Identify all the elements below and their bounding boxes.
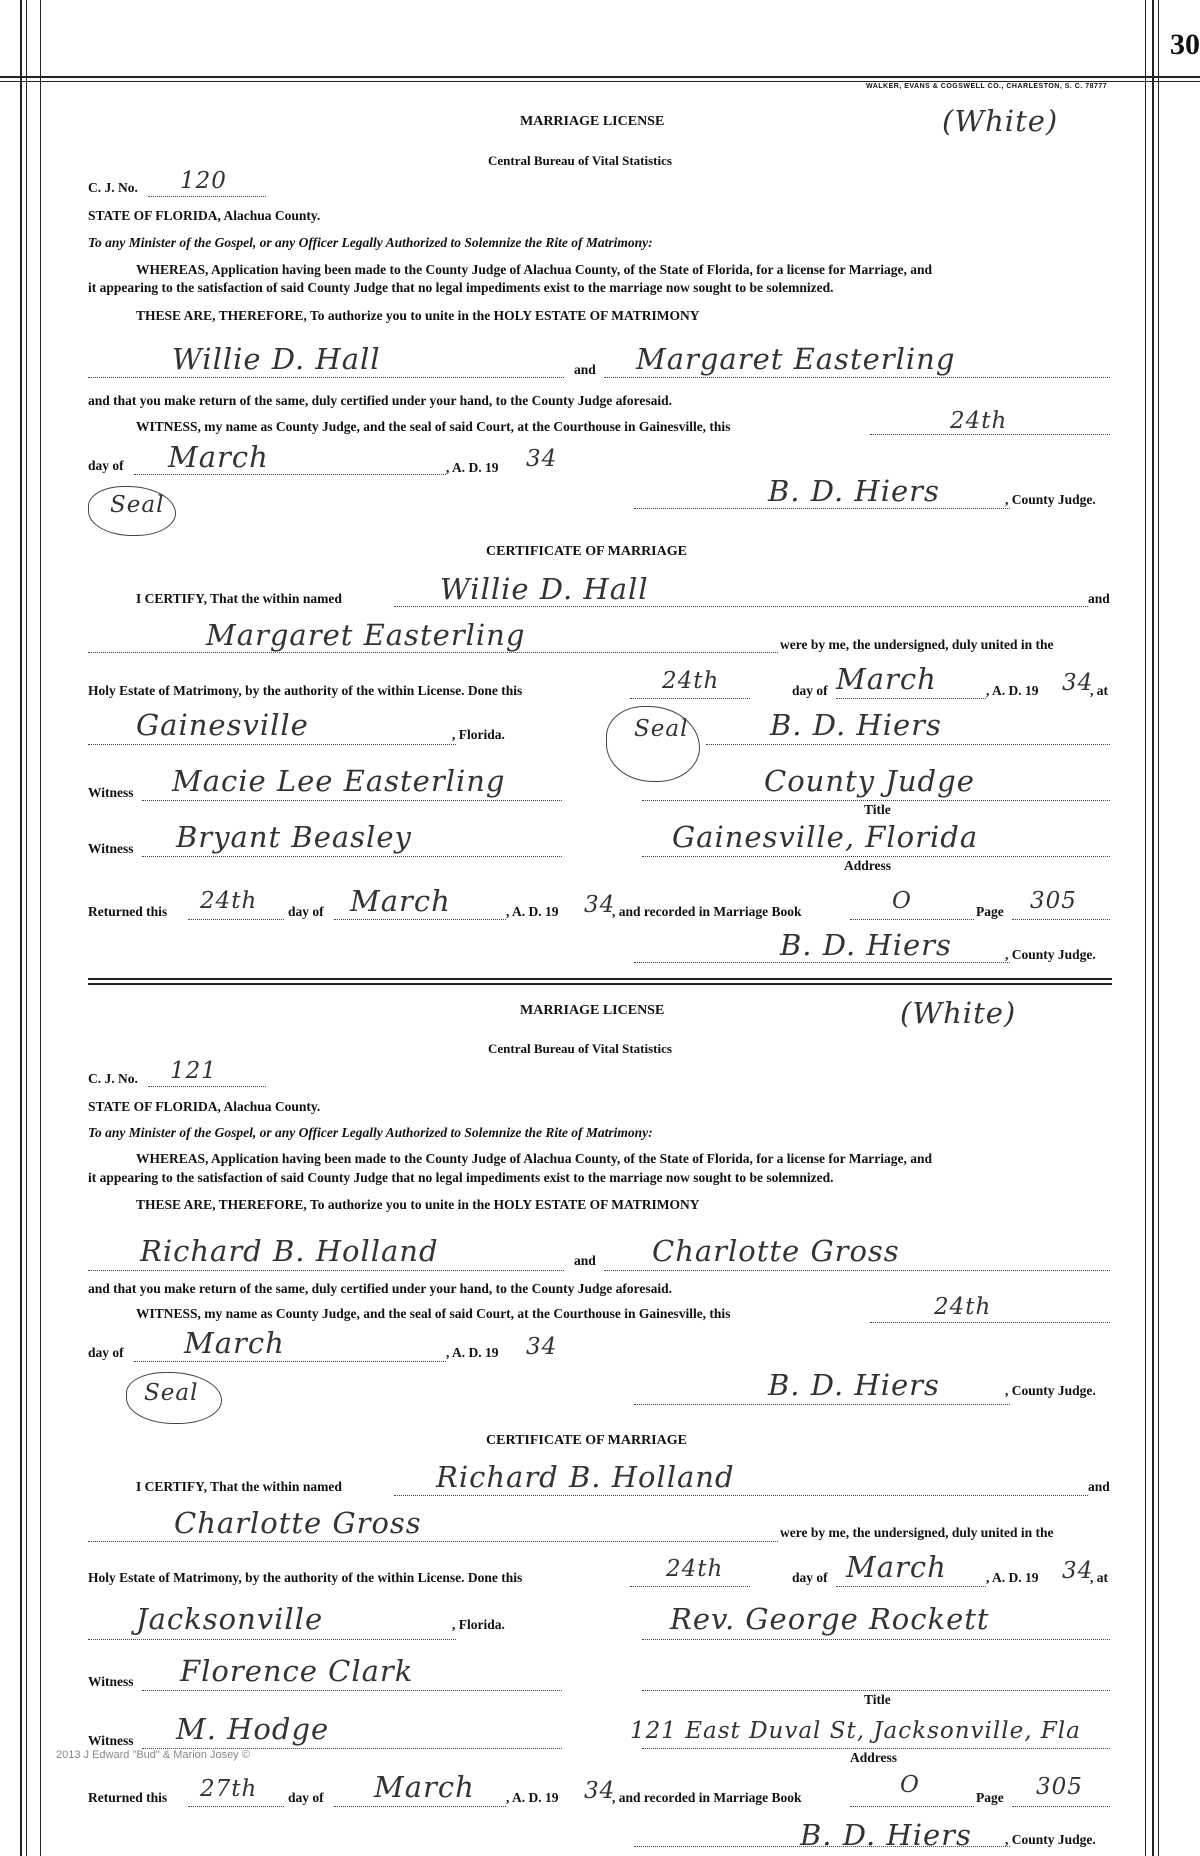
printer-mark: WALKER, EVANS & COGSWELL CO., CHARLESTON, S. C. 78777	[866, 83, 1108, 90]
cert-bride-dots	[88, 652, 778, 653]
race-annotation: (White)	[942, 104, 1059, 138]
returned-month: March	[350, 884, 451, 918]
returned-year: 34	[584, 892, 616, 918]
cj-label: C. J. No.	[88, 180, 138, 195]
title-dots	[642, 1690, 1110, 1691]
witness2: Bryant Beasley	[176, 820, 412, 854]
groom-dots	[88, 377, 564, 378]
cj-label: C. J. No.	[88, 1071, 138, 1086]
certify-label: I CERTIFY, That the within named	[136, 591, 342, 606]
title-value: County Judge	[764, 764, 975, 798]
seal-text: Seal	[110, 492, 165, 518]
day-dots	[870, 1322, 1110, 1323]
returned-month-dots	[334, 1806, 506, 1807]
united-text: were by me, the undersigned, duly united in the	[780, 637, 1054, 652]
united-text: were by me, the undersigned, duly united in the	[780, 1525, 1054, 1540]
cert-day-of: day of	[792, 1570, 828, 1585]
top-rule	[0, 76, 1200, 78]
right-border-3	[1158, 0, 1159, 1856]
recorded-text: , and recorded in Marriage Book	[612, 904, 802, 919]
returned-ad: , A. D. 19	[506, 904, 559, 919]
cert-place: Jacksonville	[136, 1602, 324, 1636]
therefore-line: THESE ARE, THEREFORE, To authorize you to unite in the HOLY ESTATE OF MATRIMONY	[136, 308, 700, 323]
returned-label: Returned this	[88, 904, 168, 919]
judge-sig-dots	[634, 1404, 1010, 1405]
groom-name: Richard B. Holland	[140, 1234, 439, 1268]
witness1-label: Witness	[88, 785, 134, 800]
cert-place: Gainesville	[136, 708, 309, 742]
cert-county-judge-label: , County Judge.	[1005, 947, 1096, 962]
state-line: STATE OF FLORIDA, Alachua County.	[88, 1099, 321, 1114]
holy-estate-text: Holy Estate of Matrimony, by the authority of the within License. Done this	[88, 683, 523, 698]
whereas-1: WHEREAS, Application having been made to the County Judge of Alachua County, of the State of Florida, for a license for Marriage, and	[136, 262, 933, 277]
florida-label: , Florida.	[452, 727, 505, 742]
cert-month-dots	[836, 698, 986, 699]
address-line: To any Minister of the Gospel, or any Officer Legally Authorized to Solemnize the Rite of Matrimony:	[88, 1125, 653, 1140]
page-dots	[1012, 1806, 1110, 1807]
address-line: To any Minister of the Gospel, or any Officer Legally Authorized to Solemnize the Rite of Matrimony:	[88, 235, 653, 250]
returned-day-of: day of	[288, 1790, 324, 1805]
ad-label: , A. D. 19	[446, 1345, 499, 1360]
officiant: Rev. George Rockett	[670, 1602, 990, 1636]
returned-ad: , A. D. 19	[506, 1790, 559, 1805]
page-dots	[1012, 919, 1110, 920]
officiant-dots	[642, 1639, 1110, 1640]
state-line: STATE OF FLORIDA, Alachua County.	[88, 208, 321, 223]
bureau-label: Central Bureau of Vital Statistics	[488, 1041, 672, 1056]
seal-text: Seal	[144, 1380, 199, 1406]
returned-month-dots	[334, 919, 506, 920]
cert-bride-dots	[88, 1541, 778, 1542]
book: O	[892, 888, 912, 914]
return-line: and that you make return of the same, duly certified under your hand, to the County Judge aforesaid.	[88, 1281, 673, 1296]
returned-day: 24th	[200, 888, 258, 914]
left-border	[20, 0, 22, 1856]
cert-judge-dots	[634, 962, 1010, 963]
license-month: March	[184, 1326, 285, 1360]
watermark: 2013 J Edward "Bud" & Marion Josey ©	[56, 1749, 250, 1761]
cj-number: 121	[170, 1058, 217, 1084]
county-judge-label: , County Judge.	[1005, 492, 1096, 507]
book: O	[900, 1772, 920, 1798]
page-value: 305	[1030, 888, 1077, 914]
certificate-title: CERTIFICATE OF MARRIAGE	[486, 544, 687, 559]
cert-month: March	[836, 662, 937, 696]
returned-day-dots	[188, 919, 284, 920]
cert-groom-dots	[394, 606, 1088, 607]
address-value: 121 East Duval St, Jacksonville, Fla	[630, 1718, 1081, 1744]
right-border	[1145, 0, 1146, 1856]
returned-day-of: day of	[288, 904, 324, 919]
witness1: Florence Clark	[180, 1654, 414, 1688]
cert-day: 24th	[662, 668, 720, 694]
cert-and-label: and	[1088, 591, 1110, 606]
witness2-label: Witness	[88, 841, 134, 856]
cert-year: 34	[1062, 1558, 1094, 1584]
address-label: Address	[844, 858, 892, 873]
bride-name: Margaret Easterling	[636, 342, 956, 376]
county-judge-label: , County Judge.	[1005, 1383, 1096, 1398]
holy-estate-text: Holy Estate of Matrimony, by the authority of the within License. Done this	[88, 1570, 523, 1585]
license-month: March	[168, 440, 269, 474]
bride-dots	[604, 377, 1110, 378]
license-year: 34	[526, 1334, 558, 1360]
florida-label: , Florida.	[452, 1617, 505, 1632]
witness1-dots	[142, 1690, 562, 1691]
cert-at: , at	[1090, 683, 1108, 698]
witness1: Macie Lee Easterling	[172, 764, 506, 798]
day-of-label: day of	[88, 1345, 124, 1360]
cert-county-judge-label: , County Judge.	[1005, 1832, 1096, 1847]
cert-day: 24th	[666, 1556, 724, 1582]
cert-day-of: day of	[792, 683, 828, 698]
witness-line: WITNESS, my name as County Judge, and the seal of said Court, at the Courthouse in Gainesville, this	[136, 1306, 731, 1321]
address-label: Address	[850, 1750, 898, 1765]
cj-number: 120	[180, 168, 227, 194]
cj-dots	[148, 196, 266, 197]
cert-ad: , A. D. 19	[986, 683, 1039, 698]
officiant: B. D. Hiers	[770, 708, 942, 742]
bureau-label: Central Bureau of Vital Statistics	[488, 153, 672, 168]
cert-day-dots	[630, 1586, 750, 1587]
cert-month-dots	[836, 1586, 986, 1587]
month-dots	[134, 1361, 446, 1362]
cert-ad: , A. D. 19	[986, 1570, 1039, 1585]
address-dots	[642, 1748, 1110, 1749]
cert-at: , at	[1090, 1570, 1108, 1585]
left-border-inner-2	[40, 0, 41, 1856]
record-divider	[88, 978, 1112, 980]
recorded-text: , and recorded in Marriage Book	[612, 1790, 802, 1805]
page-number: 30	[1170, 28, 1200, 61]
witness2-label: Witness	[88, 1733, 134, 1748]
record-divider-2	[88, 983, 1112, 985]
cert-groom: Willie D. Hall	[440, 572, 649, 606]
cert-bride: Charlotte Gross	[174, 1506, 422, 1540]
race-annotation: (White)	[900, 996, 1017, 1030]
ad-label: , A. D. 19	[446, 460, 499, 475]
groom-name: Willie D. Hall	[172, 342, 381, 376]
therefore-line: THESE ARE, THEREFORE, To authorize you to unite in the HOLY ESTATE OF MATRIMONY	[136, 1197, 700, 1212]
page-value: 305	[1036, 1774, 1083, 1800]
whereas-2: it appearing to the satisfaction of said County Judge that no legal impediments exist to the marriage now sought to be solemnized.	[88, 1170, 834, 1185]
returned-month: March	[374, 1770, 475, 1804]
judge-signature: B. D. Hiers	[768, 1368, 940, 1402]
and-label: and	[574, 362, 596, 377]
cert-month: March	[846, 1550, 947, 1584]
book-dots	[850, 919, 974, 920]
witness2: M. Hodge	[176, 1712, 330, 1746]
license-day: 24th	[950, 408, 1008, 434]
day-dots	[870, 434, 1110, 435]
cert-judge-signature: B. D. Hiers	[780, 928, 952, 962]
right-border-2	[1152, 0, 1154, 1856]
bride-name: Charlotte Gross	[652, 1234, 900, 1268]
return-line: and that you make return of the same, duly certified under your hand, to the County Judge aforesaid.	[88, 393, 673, 408]
cert-bride: Margaret Easterling	[206, 618, 526, 652]
address-dots	[642, 856, 1110, 857]
witness1-dots	[142, 800, 562, 801]
returned-day-dots	[188, 1806, 284, 1807]
cert-groom-dots	[394, 1495, 1088, 1496]
left-border-inner	[26, 0, 27, 1856]
bride-dots	[604, 1270, 1110, 1271]
license-day: 24th	[934, 1294, 992, 1320]
cert-day-dots	[630, 698, 750, 699]
place-dots	[88, 744, 456, 745]
title-label: Title	[864, 802, 891, 817]
judge-signature: B. D. Hiers	[768, 474, 940, 508]
month-dots	[134, 474, 446, 475]
groom-dots	[88, 1270, 564, 1271]
and-label: and	[574, 1253, 596, 1268]
license-year: 34	[526, 446, 558, 472]
book-dots	[850, 1806, 974, 1807]
whereas-1: WHEREAS, Application having been made to the County Judge of Alachua County, of the State of Florida, for a license for Marriage, and	[136, 1151, 933, 1166]
judge-sig-dots	[634, 508, 1010, 509]
cert-and-label: and	[1088, 1479, 1110, 1494]
license-title: MARRIAGE LICENSE	[520, 114, 665, 129]
returned-label: Returned this	[88, 1790, 168, 1805]
witness1-label: Witness	[88, 1674, 134, 1689]
witness2-dots	[142, 856, 562, 857]
returned-year: 34	[584, 1778, 616, 1804]
certify-label: I CERTIFY, That the within named	[136, 1479, 342, 1494]
license-title: MARRIAGE LICENSE	[520, 1003, 665, 1018]
title-dots	[642, 800, 1110, 801]
cert-year: 34	[1062, 670, 1094, 696]
witness-line: WITNESS, my name as County Judge, and the seal of said Court, at the Courthouse in Gainesville, this	[136, 419, 731, 434]
cert-judge-signature: B. D. Hiers	[800, 1818, 972, 1852]
title-label: Title	[864, 1692, 891, 1707]
top-rule-2	[0, 81, 1200, 82]
cert-groom: Richard B. Holland	[436, 1460, 735, 1494]
cert-seal-text: Seal	[634, 716, 689, 742]
officiant-dots	[706, 744, 1110, 745]
cj-dots	[148, 1086, 266, 1087]
returned-day: 27th	[200, 1776, 258, 1802]
whereas-2: it appearing to the satisfaction of said County Judge that no legal impediments exist to the marriage now sought to be solemnized.	[88, 280, 834, 295]
place-dots	[88, 1639, 456, 1640]
day-of-label: day of	[88, 458, 124, 473]
certificate-title: CERTIFICATE OF MARRIAGE	[486, 1433, 687, 1448]
page-label: Page	[976, 1790, 1004, 1805]
page-label: Page	[976, 904, 1004, 919]
address-value: Gainesville, Florida	[672, 820, 979, 854]
